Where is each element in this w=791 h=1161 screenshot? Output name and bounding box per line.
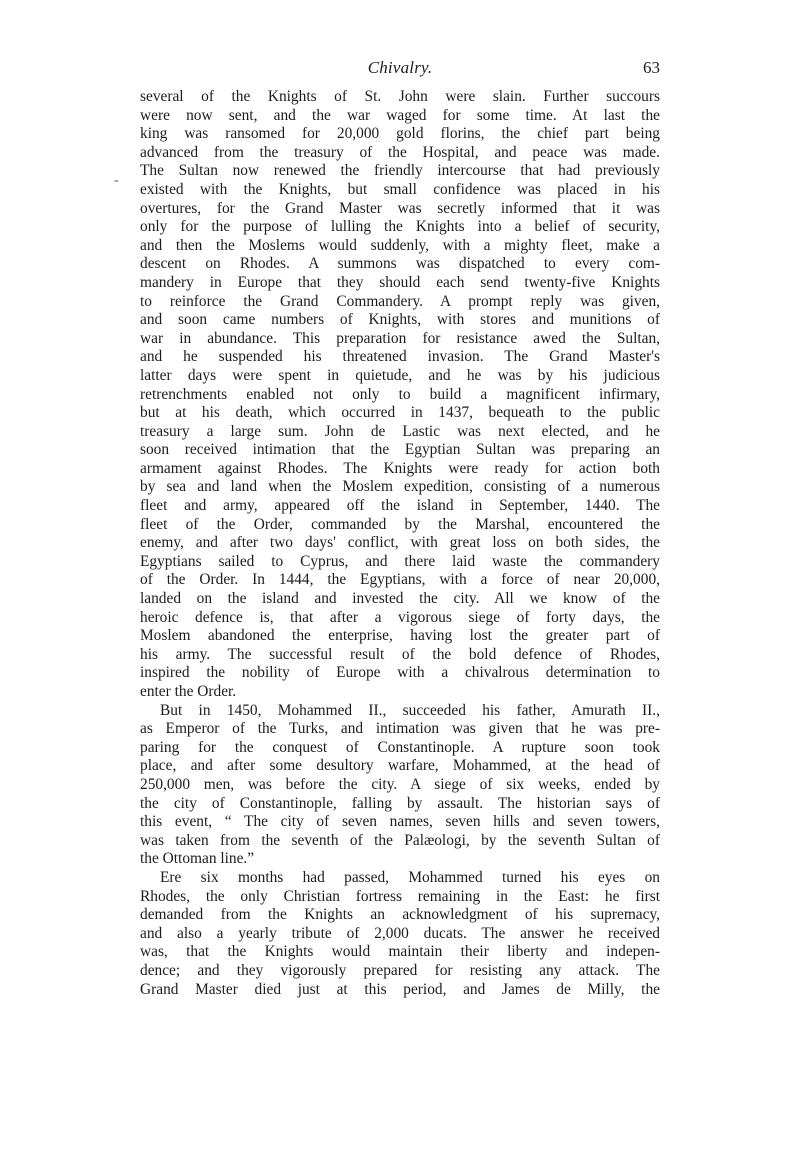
text-line: several of the Knights of St. John were slain. Further succours [140,88,660,105]
text-line: fleet of the Order, commanded by the Marshal, encountered the [140,515,660,533]
text-line: landed on the island and invested the city. All we know of the [140,590,660,608]
text-line: overtures, for the Grand Master was secretly informed that it was [140,199,660,217]
text-line: descent on Rhodes. A summons was dispatched to every com- [140,255,660,273]
text-line: paring for the conquest of Constantinople. A rupture soon took [140,738,660,756]
text-line: mandery in Europe that they should each send twenty-five Knights [140,273,660,291]
text-line: advanced from the treasury of the Hospital, and peace was made. [140,143,660,161]
text-line: 250,000 men, was before the city. A siege of six weeks, ended by [140,775,660,793]
text-line: Moslem abandoned the enterprise, having lost the greater part of [140,627,660,645]
text-line: Rhodes, the only Christian fortress remaining in the East: he first [140,887,660,905]
paragraph-end-line: enter the Order. [140,683,237,700]
text-line: this event, “ The city of seven names, seven hills and seven towers, [140,813,660,831]
text-line: was, that the Knights would maintain their liberty and indepen- [140,943,660,961]
text-line: his army. The successful result of the bold defence of Rhodes, [140,645,660,663]
text-line: king was ransomed for 20,000 gold florins, the chief part being [140,125,660,143]
margin-mark: - [114,173,119,188]
text-line: Grand Master died just at this period, and James de Milly, the [140,980,660,998]
text-line: armament against Rhodes. The Knights were ready for action both [140,459,660,477]
running-head [140,56,660,80]
paragraph-start-line: Ere six months had passed, Mohammed turned his eyes on [160,868,660,886]
text-line: by sea and land when the Moslem expedition, consisting of a numerous [140,478,660,496]
text-line: and then the Moslems would suddenly, with a mighty fleet, make a [140,236,660,254]
text-line: fleet and army, appeared off the island in September, 1440. The [140,497,660,515]
text-line: demanded from the Knights an acknowledgment of his supremacy, [140,906,660,924]
text-line: latter days were spent in quietude, and he was by his judicious [140,366,660,384]
text-line: and soon came numbers of Knights, with stores and munitions of [140,311,660,329]
text-line: dence; and they vigorously prepared for resisting any attack. The [140,961,660,979]
paragraph-start-line: But in 1450, Mohammed II., succeeded his father, Amurath II., [160,701,660,719]
text-line: enemy, and after two days' conflict, with great loss on both sides, the [140,534,660,552]
text-line: only for the purpose of lulling the Knights into a belief of security, [140,218,660,236]
text-line: of the Order. In 1444, the Egyptians, with a force of near 20,000, [140,571,660,589]
text-line: soon received intimation that the Egyptian Sultan was preparing an [140,441,660,459]
text-line: was taken from the seventh of the Palæologi, by the seventh Sultan of [140,831,660,849]
text-line: treasury a large sum. John de Lastic was next elected, and he [140,422,660,440]
body-text [140,88,660,999]
text-line: were now sent, and the war waged for some time. At last the [140,106,660,124]
paragraph-end-line: the Ottoman line.” [140,850,255,868]
text-line: to reinforce the Grand Commandery. A prompt reply was given, [140,292,660,310]
running-title: Chivalry. [367,58,433,77]
page-number: 63 [643,58,660,77]
text-line: The Sultan now renewed the friendly intercourse that had previously [140,162,660,180]
text-line: place, and after some desultory warfare, Mohammed, at the head of [140,757,660,775]
text-line: retrenchments enabled not only to build a magnificent infirmary, [140,385,660,403]
text-line: as Emperor of the Turks, and intimation was given that he was pre- [140,720,660,738]
text-line: the city of Constantinople, falling by assault. The historian says of [140,794,660,812]
text-line: and he suspended his threatened invasion. The Grand Master's [140,348,660,366]
text-line: and also a yearly tribute of 2,000 ducats. The answer he received [140,924,660,942]
text-line: heroic defence is, that after a vigorous siege of forty days, the [140,608,660,626]
text-line: existed with the Knights, but small confidence was placed in his [140,180,660,198]
text-line: but at his death, which occurred in 1437, bequeath to the public [140,404,660,422]
text-line: inspired the nobility of Europe with a chivalrous determination to [140,664,660,682]
text-line: Egyptians sailed to Cyprus, and there laid waste the commandery [140,552,660,570]
text-line: war in abundance. This preparation for resistance awed the Sultan, [140,329,660,347]
